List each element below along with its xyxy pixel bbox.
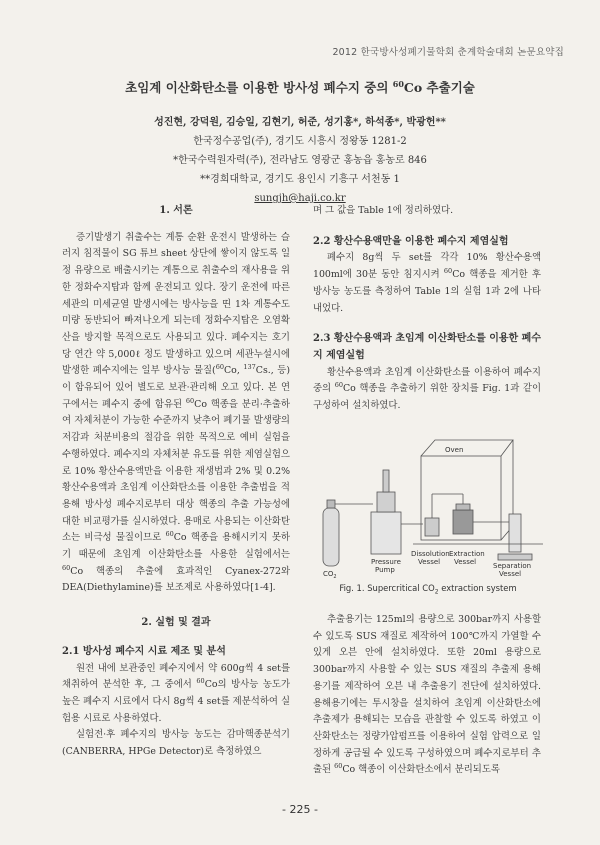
scco2-setup-paragraph: 황산수용액과 초임계 이산화탄소를 이용하여 폐수지 중의 $^{60}$Co 핵종을 추출하기 위한 장치를 Fig. 1과 같이 구성하여 설치하였다.: [313, 366, 542, 412]
figure-caption: Fig. 1. Supercritical $CO_2$ extraction system: [339, 583, 517, 596]
author-block: [0, 113, 600, 208]
page-number: - 225 -: [282, 803, 318, 816]
author-names: 성진현, 강덕원, 김승일, 김현기, 허준, 성기홍*, 하석종*, 박광헌**: [154, 117, 446, 128]
acid-only-paragraph: 폐수지 8g씩 두 set를 각각 10% 황산수용액 100ml에 30분 동안 침지시켜 $^{60}$Co 핵종을 제거한 후 방사능 농도를 측정하여 Table 1의 실험 1과 2에 나타내었다.: [313, 252, 541, 314]
label-oven: Oven: [445, 446, 464, 454]
intro-paragraph: 증기발생기 취출수는 계통 순환 운전시 발생하는 슬러지 침적물이 SG 튜브 sheet 상단에 쌓이지 않도록 일정 유량으로 배출시키는 계통으로 취출수의 재사용을 위한 정화수지탑과 함께 운전되고 있다. 장기 운전에 따른 세관의 미세균열 발생시에는 방사능을 띤 1차 계통수도 미량 동반되어 빠져나오게 되는데 정화수지탑은 오염확산을 방지할 목적으로도 사용되고 있다. 폐수지는 호기당 연간 약 5,000ℓ 정도 발생하고 있으며 세관누설시에 발생한 폐수지에는 일부 방사능 물질($^{60}$Co, $^{137}$Cs., 등)이 함유되어 있어 별도로 보관·관리해 오고 있다. 본 연구에서는 폐수지 중에 함유된 $^{60}$Co 핵종을 분리·추출하여 자체처분이 가능한 수준까지 낮추어 폐기물 발생량의 저감과 처분비용의 절감을 위한 목적으로 예비 실험을 수행하였다. 폐수지의 자체처분 유도를 위한 제염실험으로 10% 황산수용액만을 이용한 재생법과 2% 및 0.2% 황산수용액과 초임계 이산화탄소를 이용한 추출법을 적용해 방사성 폐수지로부터 대상 핵종의 추출 가능성에 대한 비교평가를 실시하였다. 용매로 사용되는 이산화탄소는 비극성 물질이므로 $^{60}$Co 핵종을 용해시키지 못하기 때문에 초임계 이산화탄소를 사용한 실험에서는 $^{60}$Co 핵종의 추출에 효과적인 Cyanex-272와 DEA(Diethylamine)를 보조제로 사용하였다[1-4].: [62, 231, 290, 594]
label-pump-1: Pressure: [371, 558, 401, 566]
section-2-1-heading: 2.1 방사성 폐수지 시료 제조 및 분석: [62, 645, 226, 657]
left-column: [62, 203, 290, 761]
table-ref-paragraph: 며 그 값을 Table 1에 정리하였다.: [313, 205, 454, 216]
right-column-lower: [313, 612, 541, 779]
label-pump-2: Pump: [375, 566, 395, 574]
measurement-paragraph: 실험전·후 폐수지의 방사능 농도는 감마핵종분석기(CANBERRA, HPGe Detector)로 측정하였으: [62, 729, 290, 758]
paper-title: 초임계 이산화탄소를 이용한 방사성 폐수지 중의 $^{60}$Co 추출기술: [125, 78, 475, 95]
dissolution-vessel: [425, 518, 439, 536]
co2-cylinder: [323, 508, 339, 566]
section-2-2-heading: 2.2 황산수용액만을 이용한 폐수지 제염실험: [313, 235, 509, 247]
label-co2: $CO_2$: [323, 570, 337, 580]
label-sep-1: Separation: [493, 562, 532, 570]
running-header: 2012 한국방사성폐기물학회 춘계학술대회 논문요약집: [332, 47, 564, 58]
label-ext-1: Extraction: [449, 550, 485, 558]
author-email[interactable]: sungjh@haji.co.kr: [254, 193, 346, 204]
affiliation-3: **경희대학교, 경기도 용인시 기흥구 서천동 1: [200, 174, 400, 185]
label-diss-1: Dissolution: [411, 550, 450, 558]
cylinder-valve: [327, 500, 335, 508]
right-column: [313, 203, 541, 415]
pump-head: [377, 492, 395, 512]
sample-paragraph: 원전 내에 보관중인 폐수지에서 약 600g씩 4 set를 채취하여 분석한 후, 그 중에서 $^{60}$Co의 방사능 농도가 높은 폐수지 시료에서 다시 8g씩 4 set를 제분석하여 실험용 시료로 사용하였다.: [62, 662, 290, 724]
section-2-heading: 2. 실험 및 결과: [141, 617, 211, 629]
affiliation-1: 한국정수공업(주), 경기도 시흥시 정왕동 1281-2: [193, 136, 407, 147]
section-2-3-heading: 2.3 황산수용액과 초임계 이산화탄소를 이용한 폐수지 제염실험: [313, 333, 542, 361]
separation-vessel: [509, 514, 521, 552]
pump-column: [383, 470, 389, 492]
extraction-vessel: [453, 510, 473, 534]
pressure-pump: [371, 512, 401, 554]
label-ext-2: Vessel: [454, 558, 477, 566]
section-1-heading: 1. 서론: [159, 205, 193, 216]
apparatus-paragraph: 추출용기는 125ml의 용량으로 300bar까지 사용할 수 있도록 SUS 재질로 제작하여 100℃까지 가열할 수 있게 오븐 안에 설치하였다. 또한 20ml 용량으로 300bar까지 사용할 수 있는 SUS 재질의 추출제 용해용기를 제작하여 오븐 내 추출용기 전단에 설치하였다. 용해용기에는 투시창을 설치하여 초임계 이산화탄소에 추출제가 용해되는 모습을 관찰할 수 있도록 하였고 이산화탄소는 정량가압펌프를 이용하여 실험 압력으로 일정하게 공급될 수 있도록 구성하였으며 폐수지로부터 추출된 $^{60}$Co 핵종이 이산화탄소에서 분리되도록: [313, 614, 541, 776]
affiliation-2: *한국수력원자력(주), 전라남도 영광군 홍농읍 홍농로 846: [173, 155, 427, 166]
label-diss-2: Vessel: [418, 558, 441, 566]
label-sep-2: Vessel: [499, 570, 522, 578]
extraction-system-diagram: [313, 434, 543, 584]
oven-top: [421, 440, 513, 456]
